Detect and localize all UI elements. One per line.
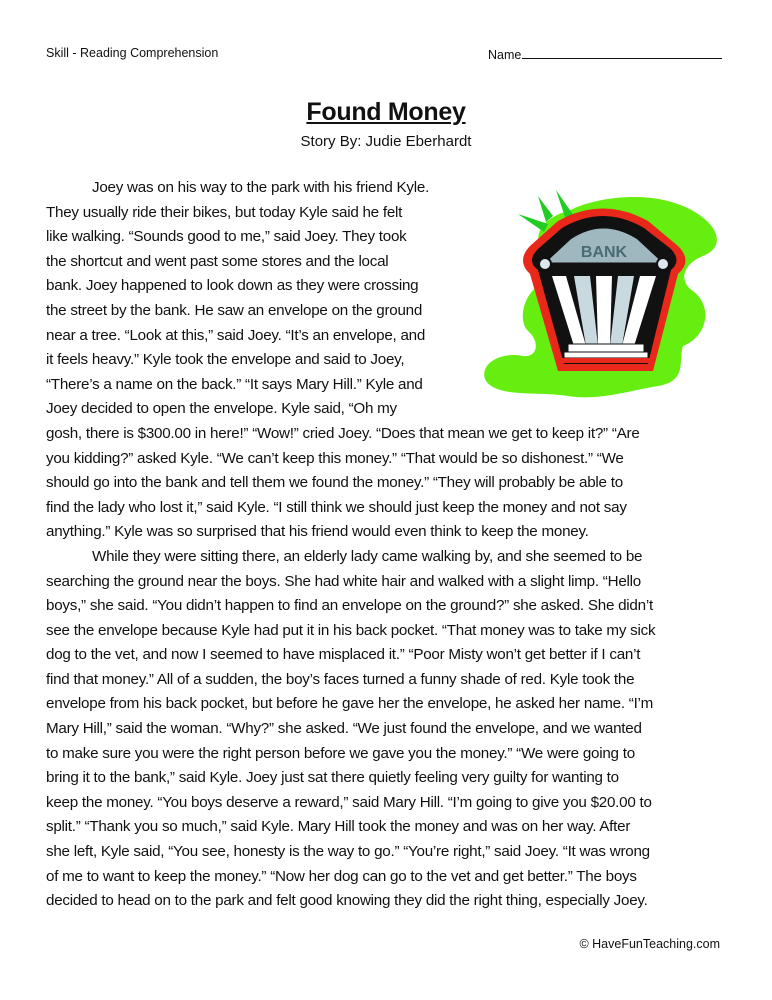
story-line: Joey was on his way to the park with his friend Kyle.	[92, 179, 430, 196]
story-line: gosh, there is $300.00 in here!” “Wow!” cried Joey. “Does that mean we get to keep it?” “Are	[46, 424, 640, 442]
skill-label: Skill - Reading Comprehension	[46, 46, 219, 60]
story-line: While they were sitting there, an elderly lady came walking by, and she seemed to be	[92, 547, 643, 565]
story-line: near a tree. “Look at this,” said Joey. “It’s an envelope, and	[46, 326, 426, 344]
story-line: she left, Kyle said, “You see, honesty is the way to go.” “You’re right,” said Joey. “It was wrong	[46, 843, 650, 861]
story-line: find that money.” All of a sudden, the boy’s faces turned a funny shade of red. Kyle took the	[46, 670, 635, 688]
story-line: Joey decided to open the envelope. Kyle said, “Oh my	[46, 400, 397, 418]
story-byline: Story By: Judie Eberhardt	[300, 133, 472, 150]
svg-text:BANK: BANK	[580, 244, 628, 261]
story-line: of me to want to keep the money.” “Now her dog can go to the vet and get better.” The boys	[46, 867, 637, 885]
story-line: keep the money. “You boys deserve a reward,” said Mary Hill. “I’m going to give you $20.00 to	[46, 793, 652, 811]
story-line: anything.” Kyle was so surprised that his friend would even think to keep the money.	[46, 523, 589, 541]
story-line: searching the ground near the boys. She had white hair and walked with a slight limp. “Hello	[46, 572, 641, 590]
story-line: find the lady who lost it,” said Kyle. “I still think we should just keep the money and not say	[46, 498, 627, 516]
name-blank-line[interactable]	[522, 46, 722, 59]
story-line: the shortcut and went past some stores and the local	[46, 252, 389, 270]
story-line: envelope from his back pocket, but before he gave her the envelope, he asked her name. “I’m	[46, 695, 654, 713]
story-line: Mary Hill,” said the woman. “Why?” she asked. “We just found the envelope, and we wanted	[46, 720, 642, 738]
paragraph-1	[46, 176, 726, 545]
copyright-footer: © HaveFunTeaching.com	[579, 937, 720, 951]
story-line: bank. Joey happened to look down as they were crossing	[46, 277, 419, 295]
story-line: you kidding?” asked Kyle. “We can’t keep this money.” “That would be so dishonest.” “We	[46, 449, 624, 467]
story-line: see the envelope because Kyle had put it in his back pocket. “That money was to take my sick	[46, 621, 656, 639]
story-line: boys,” she said. “You didn’t happen to find an envelope on the ground?” she asked. She didn’t	[46, 597, 653, 615]
story-line: dog to the vet, and now I seemed to have misplaced it.” “Poor Misty won’t get better if I can’t	[46, 646, 641, 664]
story-line: “There’s a name on the back.” “It says Mary Hill.” Kyle and	[46, 375, 423, 393]
name-field[interactable]	[488, 46, 722, 62]
story-line: it feels heavy.” Kyle took the envelope and said to Joey,	[46, 351, 405, 369]
paragraph-2	[46, 545, 726, 914]
page-title: Found Money	[306, 98, 466, 126]
story-line: the street by the bank. He saw an envelope on the ground	[46, 301, 423, 319]
name-label: Name	[488, 48, 522, 62]
story-line: to make sure you were the right person before we gave you the money.” “We were going to	[46, 744, 635, 762]
story-line: bring it to the bank,” said Kyle. Joey just sat there quietly feeling very guilty for wanting to	[46, 769, 619, 787]
story-line: decided to head on to the park and felt good knowing they did the right thing, especially Joey.	[46, 892, 648, 910]
story-line: should go into the bank and tell them we found the money.” “They will probably be able to	[46, 474, 623, 492]
story-line: split.” “Thank you so much,” said Kyle. Mary Hill took the money and was on her way. After	[46, 818, 631, 836]
story-line: like walking. “Sounds good to me,” said Joey. They took	[46, 228, 407, 246]
story-text	[46, 176, 726, 914]
story-line: They usually ride their bikes, but today Kyle said he felt	[46, 203, 403, 221]
